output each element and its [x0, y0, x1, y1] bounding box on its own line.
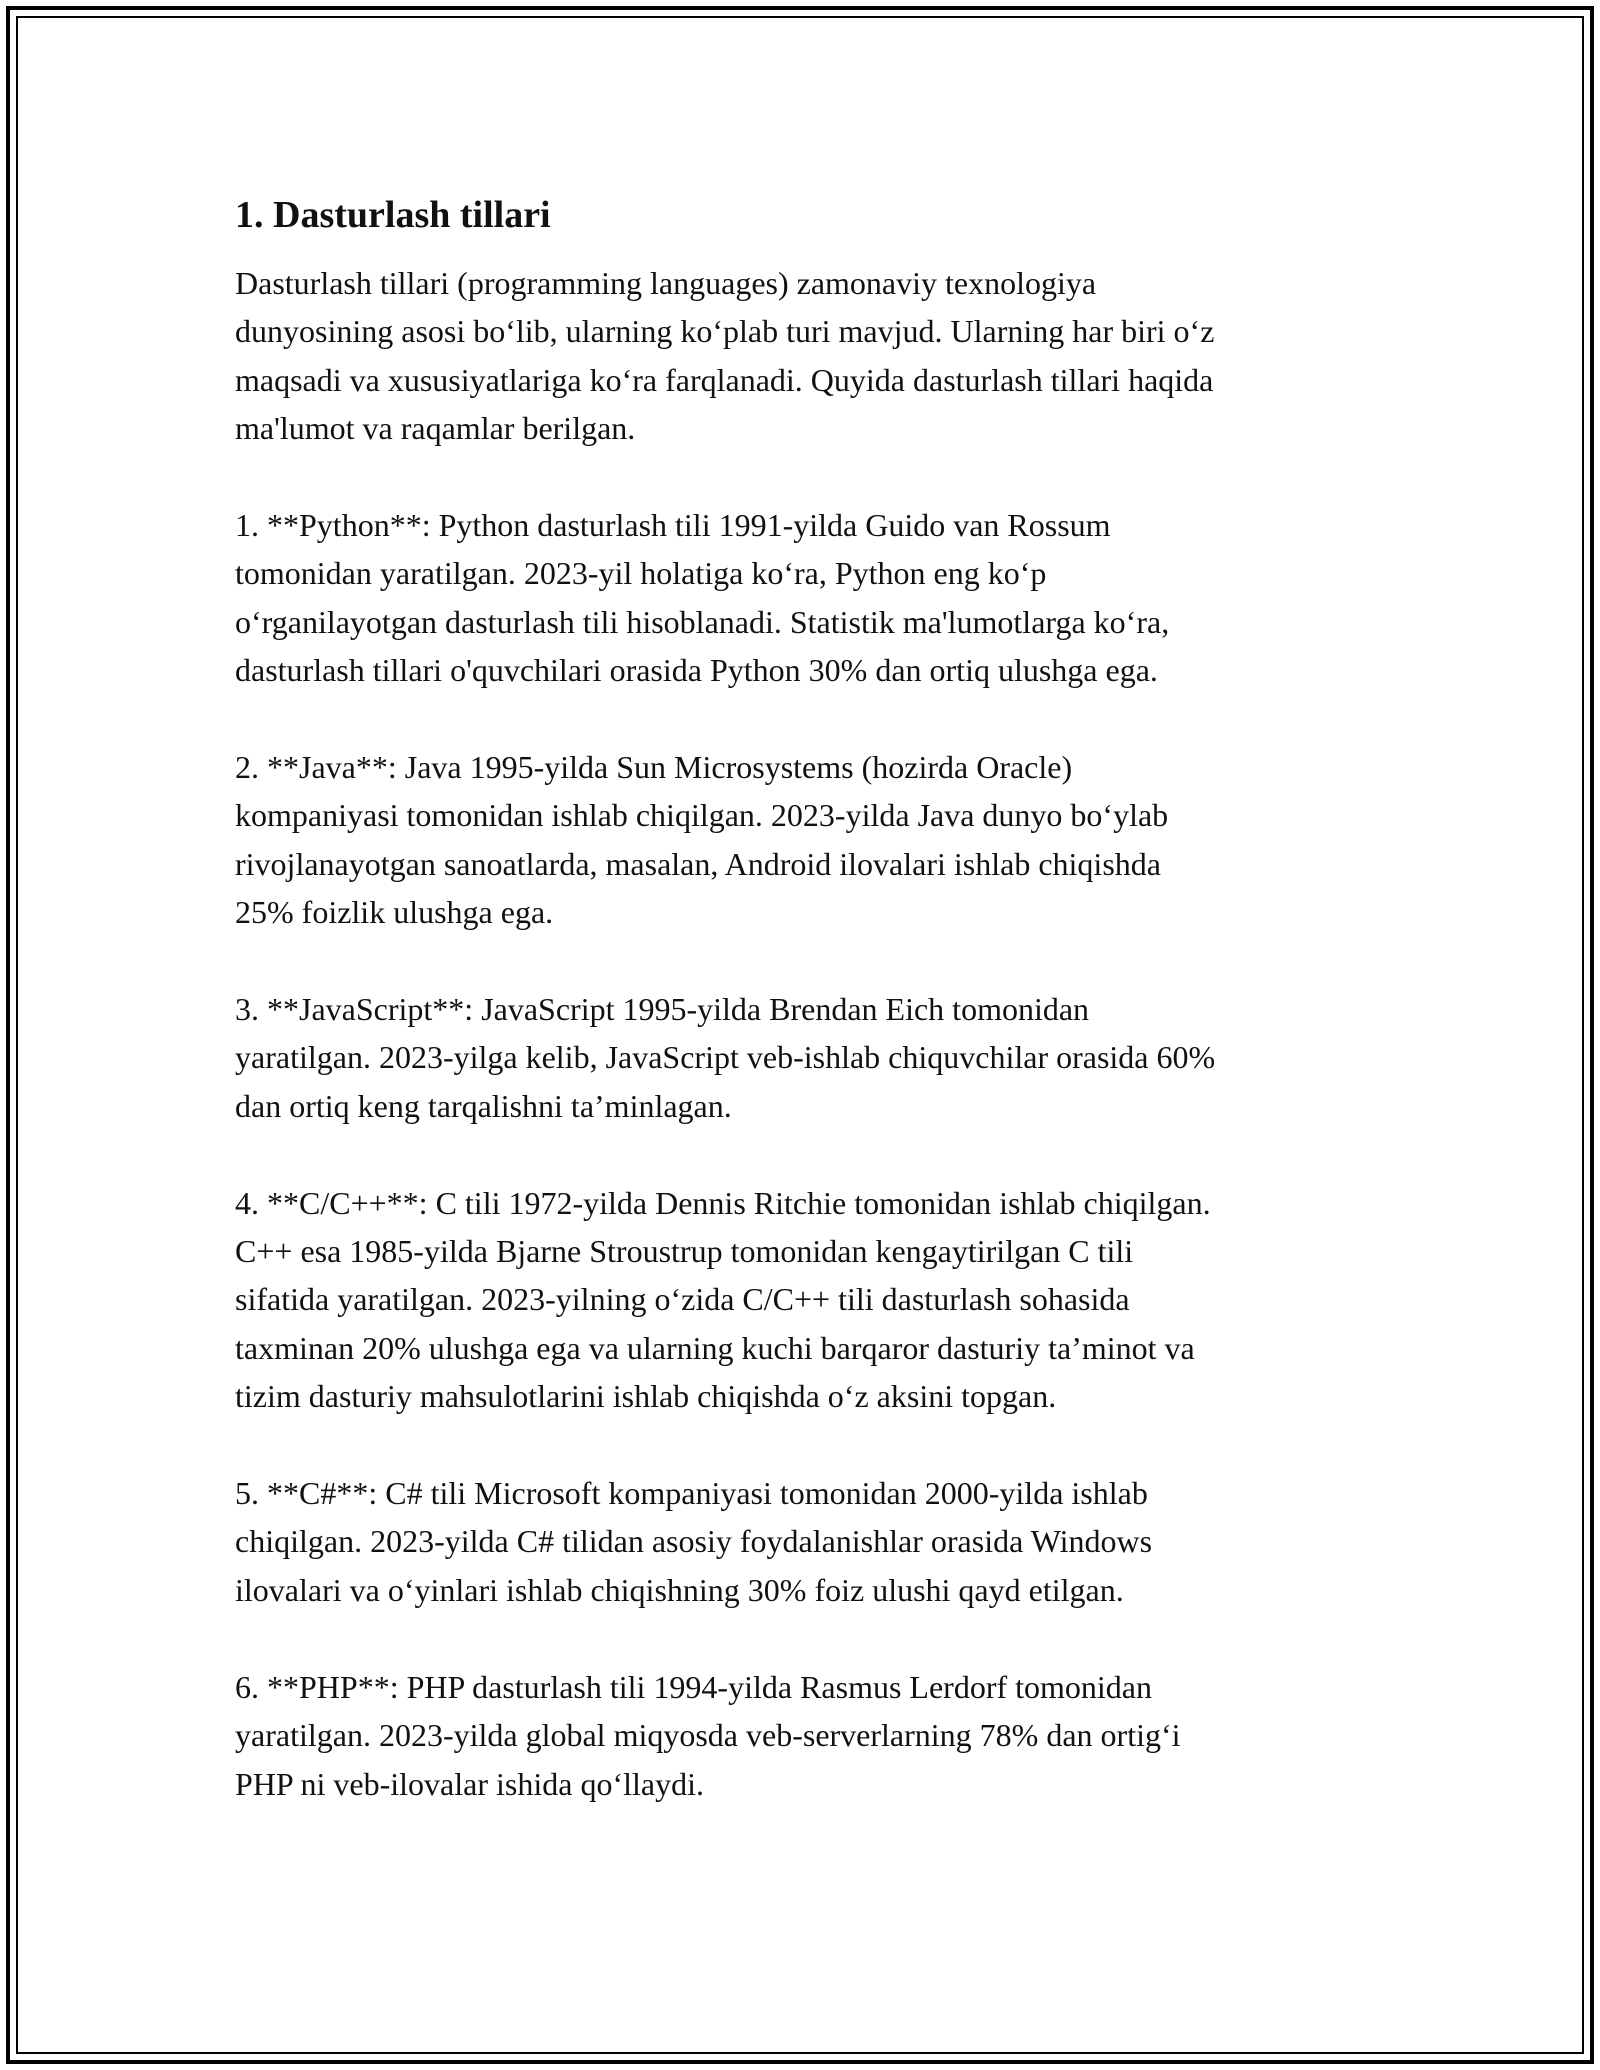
csharp-paragraph: 5. **C#**: C# tili Microsoft kompaniyasi tomonidan 2000-yilda ishlab chiqilgan. 2023-yilda C# tilidan asosiy foydalanishlar orasida Windows ilovalari va o‘yinlari ishlab chiqishning 30% foiz ulushi qayd etilgan.	[235, 1475, 1153, 1608]
c-cpp-paragraph: 4. **C/C++**: C tili 1972-yilda Dennis Ritchie tomonidan ishlab chiqilgan. C++ esa 1985-yilda Bjarne Stroustrup tomonidan kengaytirilgan C tili sifatida yaratilgan. 2023-yilning o‘zida C/C++ tili dasturlash sohasida taxminan 20% ulushga ega va ularning kuchi barqaror dasturiy ta’minot va tizim dasturiy mahsulotlarini ishlab chiqishda o‘z aksini topgan.	[235, 1184, 1211, 1415]
document-body	[235, 178, 1375, 1856]
javascript-paragraph: 3. **JavaScript**: JavaScript 1995-yilda Brendan Eich tomonidan yaratilgan. 2023-yilga kelib, JavaScript veb-ishlab chiquvchilar orasida 60% dan ortiq keng tarqalishni ta’minlagan.	[235, 991, 1216, 1124]
java-paragraph: 2. **Java**: Java 1995-yilda Sun Microsystems (hozirda Oracle) kompaniyasi tomonidan ishlab chiqilgan. 2023-yilda Java dunyo bo‘ylab rivojlanayotgan sanoatlarda, masalan, Android ilovalari ishlab chiqishda 25% foizlik ulushga ega.	[235, 749, 1169, 931]
php-paragraph: 6. **PHP**: PHP dasturlash tili 1994-yilda Rasmus Lerdorf tomonidan yaratilgan. 2023-yilda global miqyosda veb-serverlarning 78% dan ortig‘i PHP ni veb-ilovalar ishida qo‘llaydi.	[235, 1668, 1181, 1802]
intro-paragraph: Dasturlash tillari (programming languages) zamonaviy texnologiya dunyosining asosi bo‘lib, ularning ko‘plab turi mavjud. Ularning har biri o‘z maqsadi va xususiyatlariga ko‘ra farqlanadi. Quyida dasturlash tillari haqida ma'lumot va raqamlar berilgan.	[235, 265, 1215, 447]
section-heading: 1. Dasturlash tillari	[235, 194, 551, 236]
python-paragraph: 1. **Python**: Python dasturlash tili 1991-yilda Guido van Rossum tomonidan yaratilgan. 2023-yil holatiga ko‘ra, Python eng ko‘p o‘rganilayotgan dasturlash tili hisoblanadi. Statistik ma'lumotlarga ko‘ra, dasturlash tillari o'quvchilari orasida Python 30% dan ortiq ulushga ega.	[235, 507, 1170, 689]
